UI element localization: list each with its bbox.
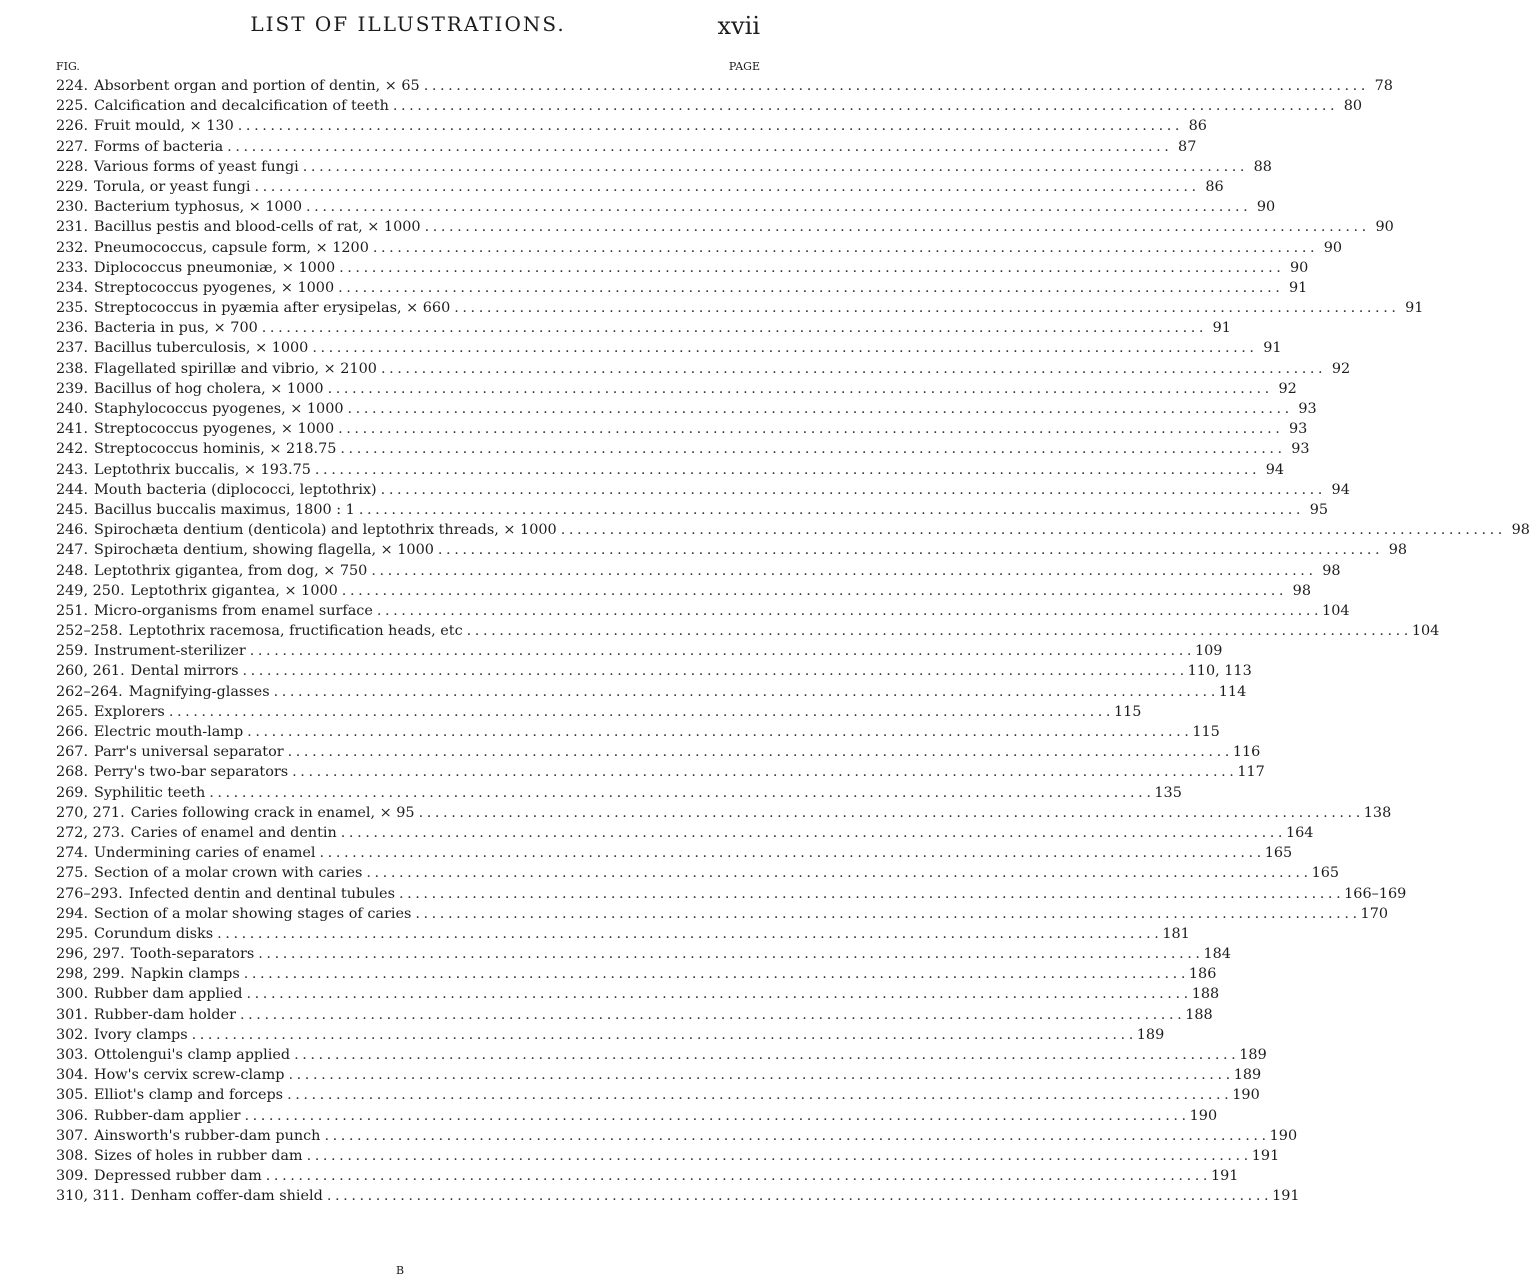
- dot-leader: [339, 258, 1280, 278]
- dot-leader: [287, 1085, 1228, 1105]
- list-item: [56, 238, 1343, 258]
- figure-number: 239.: [56, 380, 89, 397]
- figure-title: Corundum disks: [94, 925, 214, 942]
- list-item: [56, 1025, 1165, 1045]
- list-item: [56, 561, 1341, 581]
- figure-number: 251.: [56, 602, 89, 619]
- list-item: [56, 419, 1308, 439]
- page-reference: 95: [1309, 501, 1328, 518]
- dot-leader: [320, 843, 1261, 863]
- list-item: [56, 1045, 1267, 1065]
- figure-number: 265.: [56, 703, 89, 720]
- figure-title: Instrument-sterilizer: [94, 643, 246, 660]
- figure-number: 267.: [56, 744, 89, 761]
- figure-title: Bacillus pestis and blood-cells of rat, × 1000: [94, 219, 421, 236]
- dot-leader: [312, 338, 1253, 358]
- page-reference: 191: [1272, 1188, 1300, 1205]
- dot-leader: [289, 1065, 1230, 1085]
- figure-title: Streptococcus hominis, × 218.75: [94, 441, 337, 458]
- figure-number: 298, 299.: [56, 966, 125, 983]
- figure-number: 242.: [56, 441, 89, 458]
- dot-leader: [238, 116, 1179, 136]
- dot-leader: [258, 944, 1199, 964]
- page-reference: 189: [1233, 1067, 1262, 1084]
- page-reference: 116: [1232, 744, 1261, 761]
- dot-leader: [288, 742, 1229, 762]
- page-reference: 190: [1189, 1107, 1218, 1124]
- dot-leader: [338, 278, 1279, 298]
- page-reference: 166–169: [1344, 885, 1407, 902]
- page-reference: 188: [1185, 1006, 1213, 1023]
- figure-number: 238.: [56, 360, 89, 377]
- figure-number: 240.: [56, 401, 89, 417]
- figure-number: 275.: [56, 865, 89, 882]
- page-reference: 186: [1188, 966, 1217, 983]
- figure-number: 229.: [56, 178, 89, 195]
- page-header: [56, 12, 760, 52]
- figure-number: 266.: [56, 724, 89, 740]
- figure-title: Bacillus tuberculosis, × 1000: [94, 340, 309, 357]
- list-item: [56, 540, 1408, 560]
- figure-title: Syphilitic teeth: [94, 784, 206, 801]
- figure-number: 233.: [56, 259, 89, 276]
- list-item: [56, 318, 1231, 338]
- figure-number: 305.: [56, 1087, 89, 1104]
- page-reference: 92: [1278, 380, 1297, 397]
- figure-title: Streptococcus in pyæmia after erysipelas, × 660: [94, 300, 451, 317]
- page-reference: 98: [1292, 582, 1311, 599]
- dot-leader: [340, 439, 1281, 459]
- dot-leader: [247, 984, 1188, 1004]
- list-item: [56, 137, 1197, 157]
- figure-number: 244.: [56, 481, 89, 498]
- figure-number: 309.: [56, 1168, 89, 1185]
- list-item: [56, 581, 1311, 601]
- list-item: [56, 500, 1328, 520]
- figure-title: Streptococcus pyogenes, × 1000: [94, 421, 335, 438]
- dot-leader: [371, 561, 1312, 581]
- dot-leader: [274, 682, 1215, 702]
- dot-leader: [306, 197, 1247, 217]
- page-reference: 190: [1232, 1087, 1260, 1104]
- list-item: [56, 258, 1309, 278]
- dot-leader: [244, 964, 1185, 984]
- dot-leader: [359, 500, 1300, 520]
- page-reference: 87: [1178, 138, 1197, 155]
- list-item: [56, 399, 1317, 419]
- figure-number: 260, 261.: [56, 663, 125, 680]
- list-item: [56, 863, 1340, 883]
- dot-leader: [342, 581, 1283, 601]
- list-item: [56, 1005, 1213, 1025]
- dot-leader: [561, 520, 1502, 540]
- page-reference: 189: [1239, 1047, 1267, 1063]
- list-item: [56, 197, 1276, 217]
- list-item: [56, 702, 1142, 722]
- figure-number: 230.: [56, 199, 89, 216]
- list-item: [56, 944, 1231, 964]
- list-item: [56, 641, 1223, 661]
- figure-number: 226.: [56, 118, 89, 135]
- figure-title: Leptothrix racemosa, fructification heads, etc: [128, 623, 463, 640]
- figure-number: 276–293.: [56, 885, 123, 902]
- page-reference: 93: [1289, 421, 1308, 438]
- figure-number: 303.: [56, 1047, 89, 1063]
- figure-number: 300.: [56, 986, 89, 1003]
- dot-leader: [303, 157, 1244, 177]
- dot-leader: [242, 661, 1183, 681]
- dot-leader: [250, 641, 1191, 661]
- dot-leader: [366, 863, 1307, 883]
- page-reference: 88: [1253, 158, 1272, 175]
- figure-number: 235.: [56, 300, 89, 317]
- figure-number: 262–264.: [56, 683, 123, 700]
- figure-number: 272, 273.: [56, 824, 125, 841]
- list-item: [56, 601, 1350, 621]
- page-reference: 135: [1154, 784, 1182, 801]
- dot-leader: [438, 540, 1379, 560]
- list-item: [56, 460, 1285, 480]
- dot-leader: [315, 460, 1256, 480]
- dot-leader: [169, 702, 1110, 722]
- page-number: xvii: [717, 12, 760, 40]
- list-item: [56, 682, 1247, 702]
- column-headers: [56, 60, 760, 76]
- page-reference: 90: [1323, 239, 1343, 256]
- page-reference: 91: [1289, 279, 1308, 296]
- page-reference: 91: [1212, 320, 1231, 337]
- dot-leader: [192, 1025, 1133, 1045]
- dot-leader: [247, 722, 1188, 742]
- dot-leader: [240, 1005, 1181, 1025]
- figure-title: Infected dentin and dentinal tubules: [128, 885, 395, 902]
- list-item: [56, 843, 1293, 863]
- figure-number: 245.: [56, 501, 89, 518]
- list-item: [56, 884, 1407, 904]
- figure-title: How's cervix screw-clamp: [94, 1067, 285, 1084]
- figure-number: 248.: [56, 562, 89, 579]
- list-item: [56, 924, 1190, 944]
- figure-title: Streptococcus pyogenes, × 1000: [94, 279, 335, 296]
- list-item: [56, 621, 1440, 641]
- dot-leader: [377, 601, 1318, 621]
- list-item: [56, 823, 1314, 843]
- figure-number: 296, 297.: [56, 946, 125, 963]
- figure-number: 228.: [56, 158, 89, 175]
- figure-number: 308.: [56, 1147, 89, 1164]
- dot-leader: [381, 359, 1322, 379]
- dot-leader: [209, 783, 1150, 803]
- page-reference: 117: [1237, 764, 1265, 781]
- list-item: [56, 904, 1389, 924]
- dot-leader: [324, 1126, 1265, 1146]
- figure-number: 249, 250.: [56, 582, 125, 599]
- figure-title: Micro-organisms from enamel surface: [94, 602, 373, 619]
- figure-title: Denham coffer-dam shield: [130, 1188, 323, 1205]
- page-reference: 189: [1136, 1026, 1165, 1043]
- figure-title: Leptothrix gigantea, from dog, × 750: [94, 562, 368, 579]
- figure-title: Diplococcus pneumoniæ, × 1000: [94, 259, 336, 276]
- page-reference: 191: [1210, 1168, 1239, 1185]
- list-item: [56, 177, 1224, 197]
- list-item: [56, 379, 1297, 399]
- page-reference: 93: [1291, 441, 1310, 458]
- dot-leader: [425, 217, 1366, 237]
- list-item: [56, 1106, 1218, 1126]
- list-item: [56, 1085, 1260, 1105]
- figure-title: Leptothrix gigantea, × 1000: [130, 582, 338, 599]
- figure-title: Ainsworth's rubber-dam punch: [94, 1127, 321, 1144]
- figure-number: 306.: [56, 1107, 89, 1124]
- figure-number: 224.: [56, 78, 89, 94]
- dot-leader: [415, 904, 1356, 924]
- page-reference: 78: [1374, 78, 1393, 94]
- figure-title: Napkin clamps: [130, 966, 240, 983]
- signature-mark: B: [395, 1264, 405, 1277]
- figure-title: Mouth bacteria (diplococci, leptothrix): [94, 481, 377, 498]
- figure-number: 302.: [56, 1026, 89, 1043]
- dot-leader: [327, 1186, 1268, 1206]
- figure-title: Perry's two-bar separators: [94, 764, 289, 781]
- list-item: [56, 480, 1350, 500]
- page-reference: 188: [1191, 986, 1220, 1003]
- figure-number: 268.: [56, 764, 89, 781]
- page-reference: 165: [1311, 865, 1340, 882]
- figure-title: Section of a molar crown with caries: [94, 865, 363, 882]
- figure-title: Fruit mould, × 130: [94, 118, 234, 135]
- page-reference: 191: [1251, 1147, 1280, 1164]
- figure-number: 294.: [56, 905, 89, 922]
- list-item: [56, 157, 1272, 177]
- figure-title: Torula, or yeast fungi: [94, 178, 251, 195]
- list-item: [56, 762, 1265, 782]
- page-reference: 138: [1363, 804, 1392, 821]
- list-item: [56, 722, 1220, 742]
- figure-title: Caries following crack in enamel, × 95: [130, 804, 415, 821]
- dot-leader: [227, 137, 1168, 157]
- figure-title: Ivory clamps: [94, 1026, 188, 1043]
- figure-title: Elliot's clamp and forceps: [94, 1087, 284, 1104]
- list-item: [56, 217, 1394, 237]
- figure-title: Bacillus buccalis maximus, 1800 : 1: [94, 501, 355, 518]
- figure-number: 270, 271.: [56, 804, 125, 821]
- dot-leader: [292, 762, 1233, 782]
- figure-title: Dental mirrors: [130, 663, 239, 680]
- figure-title: Ottolengui's clamp applied: [94, 1047, 291, 1063]
- list-item: [56, 96, 1363, 116]
- figure-title: Spirochæta dentium (denticola) and leptothrix threads, × 1000: [94, 522, 557, 539]
- list-item: [56, 520, 1530, 540]
- figure-number: 310, 311.: [56, 1188, 125, 1205]
- page-reference: 90: [1256, 199, 1276, 216]
- dot-leader: [381, 480, 1322, 500]
- page-reference: 190: [1269, 1127, 1298, 1144]
- figure-number: 246.: [56, 522, 89, 539]
- page-reference: 104: [1322, 602, 1350, 619]
- page-reference: 115: [1114, 703, 1142, 720]
- page-column-header: PAGE: [728, 60, 760, 73]
- page-reference: 98: [1511, 522, 1530, 539]
- figure-number: 241.: [56, 421, 89, 438]
- dot-leader: [262, 318, 1203, 338]
- dot-leader: [244, 1106, 1185, 1126]
- figure-title: Pneumococcus, capsule form, × 1200: [94, 239, 369, 256]
- figure-number: 236.: [56, 320, 89, 337]
- list-item: [56, 298, 1424, 318]
- figure-number: 231.: [56, 219, 89, 236]
- page-reference: 90: [1290, 259, 1309, 276]
- dot-leader: [341, 823, 1282, 843]
- page-reference: 86: [1205, 178, 1224, 195]
- figure-title: Staphylococcus pyogenes, × 1000: [94, 401, 344, 417]
- figure-title: Sizes of holes in rubber dam: [94, 1147, 303, 1164]
- list-item: [56, 76, 1393, 96]
- figure-number: 295.: [56, 925, 89, 942]
- dot-leader: [424, 76, 1365, 96]
- figure-title: Bacteria in pus, × 700: [94, 320, 258, 337]
- page-reference: 98: [1388, 542, 1408, 559]
- figure-title: Rubber-dam applier: [94, 1107, 241, 1124]
- figure-title: Bacillus of hog cholera, × 1000: [94, 380, 324, 397]
- figure-title: Magnifying-glasses: [128, 683, 270, 700]
- figure-title: Caries of enamel and dentin: [130, 824, 337, 841]
- fig-column-header: FIG.: [56, 60, 80, 73]
- list-item: [56, 984, 1220, 1004]
- figure-title: Undermining caries of enamel: [94, 845, 316, 862]
- page-reference: 170: [1360, 905, 1389, 922]
- running-title: LIST OF ILLUSTRATIONS.: [250, 12, 566, 36]
- figure-title: Rubber dam applied: [94, 986, 243, 1003]
- figure-title: Various forms of yeast fungi: [94, 158, 299, 175]
- figure-number: 243.: [56, 461, 89, 478]
- page-reference: 94: [1331, 481, 1350, 498]
- dot-leader: [454, 298, 1395, 318]
- list-item: [56, 742, 1261, 762]
- list-item: [56, 803, 1392, 823]
- dot-leader: [338, 419, 1279, 439]
- list-item: [56, 783, 1182, 803]
- list-item: [56, 278, 1308, 298]
- page-reference: 91: [1405, 300, 1424, 317]
- page-reference: 93: [1298, 401, 1317, 417]
- page-reference: 80: [1343, 98, 1363, 115]
- figure-number: 247.: [56, 542, 89, 559]
- figure-title: Tooth-separators: [130, 946, 255, 963]
- list-item: [56, 1186, 1300, 1206]
- dot-leader: [399, 884, 1340, 904]
- dot-leader: [266, 1166, 1207, 1186]
- figure-title: Flagellated spirillæ and vibrio, × 2100: [94, 360, 377, 377]
- page-reference: 114: [1218, 683, 1247, 700]
- list-item: [56, 1146, 1280, 1166]
- list-item: [56, 439, 1310, 459]
- page-reference: 115: [1192, 724, 1220, 740]
- page-reference: 92: [1331, 360, 1351, 377]
- figure-number: 232.: [56, 239, 89, 256]
- dot-leader: [328, 379, 1269, 399]
- figure-title: Rubber-dam holder: [94, 1006, 236, 1023]
- page-reference: 181: [1162, 925, 1190, 942]
- figure-number: 227.: [56, 138, 89, 155]
- figure-title: Calcification and decalcification of teeth: [94, 98, 389, 115]
- list-item: [56, 661, 1252, 681]
- figure-number: 234.: [56, 279, 89, 296]
- page-reference: 104: [1411, 623, 1440, 640]
- figure-number: 225.: [56, 98, 89, 115]
- illustration-list: [56, 76, 1530, 1207]
- dot-leader: [348, 399, 1289, 419]
- page-reference: 184: [1203, 946, 1231, 963]
- figure-number: 301.: [56, 1006, 89, 1023]
- dot-leader: [419, 803, 1360, 823]
- figure-number: 274.: [56, 845, 89, 862]
- page-reference: 165: [1264, 845, 1293, 862]
- dot-leader: [254, 177, 1195, 197]
- figure-title: Leptothrix buccalis, × 193.75: [94, 461, 311, 478]
- list-item: [56, 1065, 1262, 1085]
- figure-title: Section of a molar showing stages of caries: [94, 905, 412, 922]
- page-reference: 90: [1375, 219, 1394, 236]
- list-item: [56, 1126, 1298, 1146]
- page-reference: 164: [1285, 824, 1314, 841]
- figure-title: Forms of bacteria: [94, 138, 224, 155]
- list-item: [56, 964, 1217, 984]
- list-item: [56, 338, 1282, 358]
- figure-title: Spirochæta dentium, showing flagella, × 1000: [94, 542, 434, 559]
- page-reference: 110, 113: [1187, 663, 1252, 680]
- figure-number: 259.: [56, 643, 89, 660]
- dot-leader: [217, 924, 1158, 944]
- dot-leader: [294, 1045, 1235, 1065]
- page-reference: 86: [1188, 118, 1207, 135]
- list-item: [56, 359, 1351, 379]
- figure-number: 307.: [56, 1127, 89, 1144]
- figure-number: 252–258.: [56, 623, 123, 640]
- figure-title: Depressed rubber dam: [94, 1168, 262, 1185]
- figure-title: Electric mouth-lamp: [94, 724, 244, 740]
- dot-leader: [307, 1146, 1248, 1166]
- figure-number: 269.: [56, 784, 89, 801]
- list-item: [56, 116, 1207, 136]
- dot-leader: [467, 621, 1408, 641]
- figure-title: Bacterium typhosus, × 1000: [94, 199, 303, 216]
- figure-title: Absorbent organ and portion of dentin, × 65: [94, 78, 420, 94]
- page-reference: 98: [1322, 562, 1341, 579]
- page-reference: 94: [1265, 461, 1285, 478]
- page-reference: 91: [1263, 340, 1282, 357]
- figure-number: 304.: [56, 1067, 89, 1084]
- figure-title: Explorers: [94, 703, 165, 720]
- list-item: [56, 1166, 1239, 1186]
- dot-leader: [393, 96, 1334, 116]
- page-reference: 109: [1194, 643, 1223, 660]
- figure-title: Parr's universal separator: [94, 744, 284, 761]
- dot-leader: [373, 238, 1314, 258]
- figure-number: 237.: [56, 340, 89, 357]
